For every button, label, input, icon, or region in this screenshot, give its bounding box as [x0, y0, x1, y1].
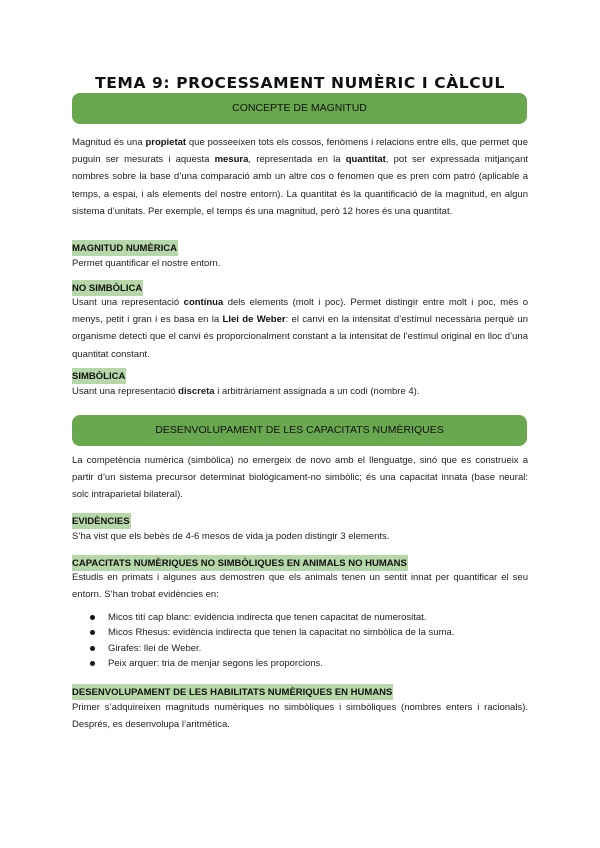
list-item: Peix arquer: tria de menjar segons les proporcions. — [90, 656, 454, 671]
list-item: Micos tití cap blanc: evidència indirecta que tenen capacitat de numerositat. — [90, 610, 454, 625]
magnitud-numerica-text: Permet quantificar el nostre entorn. — [72, 258, 221, 269]
simbolica-text: Usant una representació discreta i arbitràriament assignada a un codi (nombre 4). — [72, 386, 420, 397]
animals-evidence-list — [90, 610, 454, 671]
animals-paragraph: Estudis en primats i algunes aus demostren que els animals tenen un sentit innat per quantificar el seu entorn. S’han trobat evidències en: — [72, 572, 528, 601]
heading-magnitud-numerica: MAGNITUD NUMÈRICA — [72, 240, 178, 256]
bullet-icon — [90, 630, 95, 635]
list-item: Micos Rhesus: evidència indirecta que tenen la capacitat no simbòlica de la suma. — [90, 625, 454, 640]
section-banner-magnitud: CONCEPTE DE MAGNITUD — [72, 93, 527, 124]
no-simbolica-paragraph: Usant una representació contínua dels elements (molt i poc). Permet distingir entre molt i poc, més o menys, petit i gran i es basa en la Llei de Weber: el canvi en la intensitat d’estímul necessària perquè un organisme detecti que el canvi és proporcionalment constant a la intensitat de l’estímul original en lloc d’una quantitat constant. — [72, 297, 528, 360]
magnitud-paragraph: Magnitud és una propietat que posseeixen tots els cossos, fenòmens i relacions entre ells, que permet que puguin ser mesurats i aquesta mesura, representada en la quantitat, pot ser expressada mitjançant nombres sobre la base d’una comparació amb un altre cos o fenomen que es pren com patró (aplicable a temps, a espai, i als elements del nostre entorn). La quantitat és la quantificació de la magnitud, en algun sistema d’unitats. Per exemple, el temps és una magnitud, però 12 hores és una quantitat. — [72, 137, 528, 217]
bullet-icon — [90, 661, 95, 666]
heading-animals-no-humans: CAPACITATS NUMÈRIQUES NO SIMBÒLIQUES EN ANIMALS NO HUMANS — [72, 555, 408, 571]
heading-habilitats-humans: DESENVOLUPAMENT DE LES HABILITATS NUMÈRIQUES EN HUMANS — [72, 684, 393, 700]
page-title: TEMA 9: PROCESSAMENT NUMÈRIC I CÀLCUL — [95, 74, 505, 92]
heading-no-simbolica: NO SIMBÒLICA — [72, 280, 143, 296]
capacitats-intro-paragraph: La competència numèrica (simbòlica) no emergeix de novo amb el llenguatge, sinó que es construeix a partir d’un sistema precursor determinat biològicament-no simbòlic; és una capacitat innata (base neural: solc intraparietal bilateral). — [72, 455, 528, 501]
heading-simbolica: SIMBÒLICA — [72, 368, 126, 384]
list-item: Girafes: llei de Weber. — [90, 641, 454, 656]
bullet-icon — [90, 646, 95, 651]
bullet-icon — [90, 615, 95, 620]
section-banner-capacitats: DESENVOLUPAMENT DE LES CAPACITATS NUMÈRIQUES — [72, 415, 527, 446]
heading-evidencies: EVIDÈNCIES — [72, 513, 131, 529]
humans-paragraph: Primer s’adquireixen magnituds numèriques no simbòliques i simbòliques (nombres enters i racionals). Després, es desenvolupa l’aritmètica. — [72, 702, 528, 731]
evidencies-text: S’ha vist que els bebès de 4-6 mesos de vida ja poden distingir 3 elements. — [72, 531, 390, 542]
